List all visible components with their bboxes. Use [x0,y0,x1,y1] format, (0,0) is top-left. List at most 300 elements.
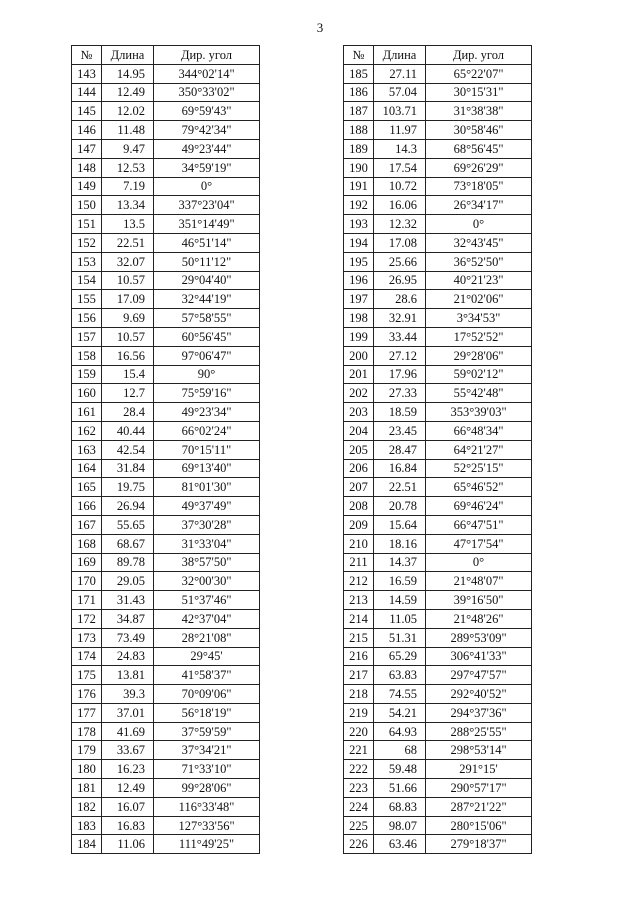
cell-angle: 34°59'19" [154,158,260,177]
cell-number: 165 [72,478,102,497]
header-length: Длина [102,46,154,65]
cell-number: 199 [344,327,374,346]
cell-angle: 28°21'08" [154,628,260,647]
cell-angle: 65°46'52" [426,478,532,497]
header-number: № [72,46,102,65]
cell-number: 209 [344,515,374,534]
cell-angle: 66°48'34" [426,421,532,440]
cell-length: 34.87 [102,609,154,628]
table-row [72,177,260,196]
cell-angle: 65°22'07" [426,64,532,83]
table-row [344,591,532,610]
cell-number: 145 [72,102,102,121]
cell-angle: 3°34'53" [426,309,532,328]
cell-number: 217 [344,666,374,685]
table-row [72,478,260,497]
cell-angle: 294°37'36" [426,703,532,722]
cell-length: 13.81 [102,666,154,685]
cell-angle: 127°33'56" [154,816,260,835]
cell-length: 29.05 [102,572,154,591]
cell-number: 185 [344,64,374,83]
cell-number: 220 [344,722,374,741]
cell-number: 149 [72,177,102,196]
cell-length: 11.05 [374,609,426,628]
table-row [344,478,532,497]
table-row [72,440,260,459]
page-number: 3 [316,20,324,35]
cell-number: 221 [344,741,374,760]
table-row [72,252,260,271]
header-number: № [344,46,374,65]
table-row [344,158,532,177]
table-row [72,196,260,215]
table-row [344,440,532,459]
table-row [344,309,532,328]
cell-angle: 50°11'12" [154,252,260,271]
cell-angle: 344°02'14" [154,64,260,83]
table-row [344,215,532,234]
cell-length: 16.83 [102,816,154,835]
cell-angle: 66°47'51" [426,515,532,534]
cell-length: 63.83 [374,666,426,685]
cell-angle: 29°04'40" [154,271,260,290]
table-row [72,459,260,478]
cell-angle: 351°14'49" [154,215,260,234]
cell-angle: 291°15' [426,760,532,779]
table-row [344,384,532,403]
cell-angle: 97°06'47" [154,346,260,365]
cell-length: 22.51 [102,233,154,252]
cell-number: 162 [72,421,102,440]
cell-angle: 49°37'49" [154,497,260,516]
cell-length: 10.57 [102,327,154,346]
table-row [344,534,532,553]
cell-angle: 30°58'46" [426,121,532,140]
table-header-row [72,46,260,65]
cell-length: 41.69 [102,722,154,741]
cell-length: 28.4 [102,403,154,422]
cell-length: 16.84 [374,459,426,478]
table-row [344,497,532,516]
cell-length: 18.16 [374,534,426,553]
cell-length: 19.75 [102,478,154,497]
cell-number: 192 [344,196,374,215]
cell-number: 150 [72,196,102,215]
cell-angle: 337°23'04" [154,196,260,215]
cell-angle: 79°42'34" [154,121,260,140]
cell-number: 195 [344,252,374,271]
table-row [72,64,260,83]
cell-number: 212 [344,572,374,591]
segments-table-right [343,45,532,854]
cell-number: 152 [72,233,102,252]
cell-angle: 298°53'14" [426,741,532,760]
cell-angle: 292°40'52" [426,685,532,704]
cell-number: 143 [72,64,102,83]
cell-angle: 49°23'34" [154,403,260,422]
table-row [72,591,260,610]
cell-length: 31.43 [102,591,154,610]
cell-angle: 32°43'45" [426,233,532,252]
cell-angle: 55°42'48" [426,384,532,403]
cell-angle: 42°37'04" [154,609,260,628]
table-row [344,139,532,158]
cell-angle: 116°33'48" [154,797,260,816]
table-row [344,271,532,290]
cell-angle: 0° [426,215,532,234]
table-row [72,835,260,854]
table-row [344,64,532,83]
cell-length: 28.47 [374,440,426,459]
table-row [344,365,532,384]
cell-length: 63.46 [374,835,426,854]
cell-number: 203 [344,403,374,422]
cell-length: 9.47 [102,139,154,158]
cell-length: 14.37 [374,553,426,572]
cell-length: 89.78 [102,553,154,572]
table-row [344,459,532,478]
cell-number: 189 [344,139,374,158]
table-row [344,346,532,365]
cell-length: 14.3 [374,139,426,158]
cell-number: 222 [344,760,374,779]
cell-number: 164 [72,459,102,478]
cell-angle: 51°37'46" [154,591,260,610]
cell-length: 11.06 [102,835,154,854]
cell-angle: 49°23'44" [154,139,260,158]
cell-length: 27.33 [374,384,426,403]
table-row [344,628,532,647]
cell-number: 159 [72,365,102,384]
cell-angle: 37°30'28" [154,515,260,534]
cell-length: 16.56 [102,346,154,365]
cell-number: 211 [344,553,374,572]
cell-number: 146 [72,121,102,140]
cell-angle: 73°18'05" [426,177,532,196]
cell-number: 144 [72,83,102,102]
cell-length: 15.4 [102,365,154,384]
table-row [344,290,532,309]
cell-length: 55.65 [102,515,154,534]
table-row [344,666,532,685]
cell-number: 193 [344,215,374,234]
table-row [72,797,260,816]
table-row [72,534,260,553]
table-row [72,158,260,177]
cell-length: 16.23 [102,760,154,779]
cell-angle: 68°56'45" [426,139,532,158]
cell-angle: 290°57'17" [426,779,532,798]
cell-number: 170 [72,572,102,591]
cell-length: 7.19 [102,177,154,196]
cell-angle: 306°41'33" [426,647,532,666]
table-row [72,703,260,722]
cell-number: 205 [344,440,374,459]
cell-angle: 52°25'15" [426,459,532,478]
cell-number: 148 [72,158,102,177]
cell-number: 180 [72,760,102,779]
cell-number: 160 [72,384,102,403]
cell-angle: 280°15'06" [426,816,532,835]
table-row [344,177,532,196]
cell-angle: 69°26'29" [426,158,532,177]
cell-angle: 69°46'24" [426,497,532,516]
table-row [72,647,260,666]
table-row [344,647,532,666]
cell-number: 214 [344,609,374,628]
cell-number: 167 [72,515,102,534]
cell-angle: 111°49'25" [154,835,260,854]
table-row [344,196,532,215]
cell-angle: 69°59'43" [154,102,260,121]
table-row [72,384,260,403]
cell-number: 155 [72,290,102,309]
cell-length: 12.7 [102,384,154,403]
table-row [344,252,532,271]
table-header-row [344,46,532,65]
cell-number: 171 [72,591,102,610]
cell-angle: 81°01'30" [154,478,260,497]
table-row [344,421,532,440]
cell-angle: 57°58'55" [154,309,260,328]
cell-length: 32.07 [102,252,154,271]
cell-length: 18.59 [374,403,426,422]
cell-length: 37.01 [102,703,154,722]
cell-length: 28.6 [374,290,426,309]
cell-angle: 29°45' [154,647,260,666]
cell-number: 200 [344,346,374,365]
table-row [72,515,260,534]
cell-angle: 40°21'23" [426,271,532,290]
cell-number: 178 [72,722,102,741]
cell-number: 147 [72,139,102,158]
cell-length: 32.91 [374,309,426,328]
cell-number: 188 [344,121,374,140]
table-row [344,685,532,704]
cell-number: 219 [344,703,374,722]
header-angle: Дир. угол [154,46,260,65]
table-row [344,741,532,760]
cell-length: 68 [374,741,426,760]
cell-length: 74.55 [374,685,426,704]
cell-length: 98.07 [374,816,426,835]
cell-number: 156 [72,309,102,328]
cell-number: 181 [72,779,102,798]
cell-number: 176 [72,685,102,704]
cell-angle: 288°25'55" [426,722,532,741]
cell-angle: 39°16'50" [426,591,532,610]
cell-number: 161 [72,403,102,422]
cell-angle: 99°28'06" [154,779,260,798]
cell-angle: 350°33'02" [154,83,260,102]
table-row [344,835,532,854]
cell-length: 103.71 [374,102,426,121]
table-row [72,365,260,384]
table-row [72,666,260,685]
table-row [72,497,260,516]
table-row [344,609,532,628]
cell-angle: 56°18'19" [154,703,260,722]
cell-number: 225 [344,816,374,835]
cell-number: 163 [72,440,102,459]
cell-length: 12.49 [102,779,154,798]
cell-number: 198 [344,309,374,328]
cell-angle: 31°38'38" [426,102,532,121]
table-row [72,346,260,365]
cell-number: 216 [344,647,374,666]
cell-length: 12.32 [374,215,426,234]
cell-number: 196 [344,271,374,290]
cell-number: 213 [344,591,374,610]
cell-number: 204 [344,421,374,440]
cell-number: 174 [72,647,102,666]
table-row [72,779,260,798]
header-length: Длина [374,46,426,65]
cell-length: 65.29 [374,647,426,666]
cell-length: 64.93 [374,722,426,741]
cell-angle: 66°02'24" [154,421,260,440]
cell-length: 16.06 [374,196,426,215]
cell-length: 25.66 [374,252,426,271]
cell-number: 172 [72,609,102,628]
cell-number: 166 [72,497,102,516]
cell-number: 151 [72,215,102,234]
cell-length: 57.04 [374,83,426,102]
table-row [72,403,260,422]
cell-number: 208 [344,497,374,516]
cell-angle: 0° [154,177,260,196]
cell-length: 11.97 [374,121,426,140]
cell-length: 10.57 [102,271,154,290]
cell-number: 226 [344,835,374,854]
table-row [344,83,532,102]
cell-length: 12.02 [102,102,154,121]
cell-number: 157 [72,327,102,346]
cell-angle: 37°34'21" [154,741,260,760]
table-row [344,102,532,121]
cell-number: 194 [344,233,374,252]
cell-number: 191 [344,177,374,196]
cell-number: 201 [344,365,374,384]
table-row [344,816,532,835]
cell-length: 15.64 [374,515,426,534]
cell-angle: 32°44'19" [154,290,260,309]
cell-length: 17.54 [374,158,426,177]
cell-number: 158 [72,346,102,365]
cell-angle: 21°48'26" [426,609,532,628]
table-row [72,290,260,309]
table-row [72,83,260,102]
cell-number: 175 [72,666,102,685]
cell-angle: 32°00'30" [154,572,260,591]
cell-angle: 59°02'12" [426,365,532,384]
table-row [344,515,532,534]
cell-length: 59.48 [374,760,426,779]
cell-number: 190 [344,158,374,177]
cell-length: 20.78 [374,497,426,516]
cell-angle: 29°28'06" [426,346,532,365]
cell-length: 51.66 [374,779,426,798]
cell-angle: 47°17'54" [426,534,532,553]
cell-number: 187 [344,102,374,121]
table-row [72,685,260,704]
cell-length: 39.3 [102,685,154,704]
table-row [72,553,260,572]
segments-table-left [71,45,260,854]
cell-number: 210 [344,534,374,553]
cell-length: 17.96 [374,365,426,384]
cell-length: 16.07 [102,797,154,816]
cell-number: 169 [72,553,102,572]
cell-angle: 297°47'57" [426,666,532,685]
cell-length: 27.12 [374,346,426,365]
cell-angle: 75°59'16" [154,384,260,403]
table-row [72,309,260,328]
cell-length: 68.83 [374,797,426,816]
table-row [72,609,260,628]
cell-number: 179 [72,741,102,760]
cell-length: 68.67 [102,534,154,553]
cell-length: 33.44 [374,327,426,346]
table-row [344,121,532,140]
cell-length: 26.95 [374,271,426,290]
cell-length: 73.49 [102,628,154,647]
table-row [344,703,532,722]
table-row [72,572,260,591]
cell-angle: 71°33'10" [154,760,260,779]
table-row [344,553,532,572]
cell-angle: 0° [426,553,532,572]
cell-number: 173 [72,628,102,647]
table-row [344,403,532,422]
cell-angle: 37°59'59" [154,722,260,741]
cell-number: 206 [344,459,374,478]
cell-length: 51.31 [374,628,426,647]
cell-number: 207 [344,478,374,497]
cell-angle: 60°56'45" [154,327,260,346]
cell-length: 16.59 [374,572,426,591]
cell-length: 27.11 [374,64,426,83]
table-row [72,421,260,440]
cell-angle: 70°09'06" [154,685,260,704]
table-row [72,327,260,346]
table-row [72,271,260,290]
cell-length: 26.94 [102,497,154,516]
cell-length: 14.59 [374,591,426,610]
cell-number: 224 [344,797,374,816]
cell-length: 54.21 [374,703,426,722]
cell-length: 14.95 [102,64,154,83]
cell-angle: 21°02'06" [426,290,532,309]
table-row [344,797,532,816]
cell-angle: 70°15'11" [154,440,260,459]
table-row [72,628,260,647]
cell-length: 40.44 [102,421,154,440]
table-row [72,816,260,835]
cell-angle: 353°39'03" [426,403,532,422]
cell-angle: 30°15'31" [426,83,532,102]
table-row [72,121,260,140]
cell-number: 223 [344,779,374,798]
cell-angle: 287°21'22" [426,797,532,816]
cell-length: 31.84 [102,459,154,478]
table-row [344,722,532,741]
cell-angle: 90° [154,365,260,384]
cell-angle: 289°53'09" [426,628,532,647]
cell-length: 13.34 [102,196,154,215]
cell-length: 12.53 [102,158,154,177]
table-row [72,760,260,779]
